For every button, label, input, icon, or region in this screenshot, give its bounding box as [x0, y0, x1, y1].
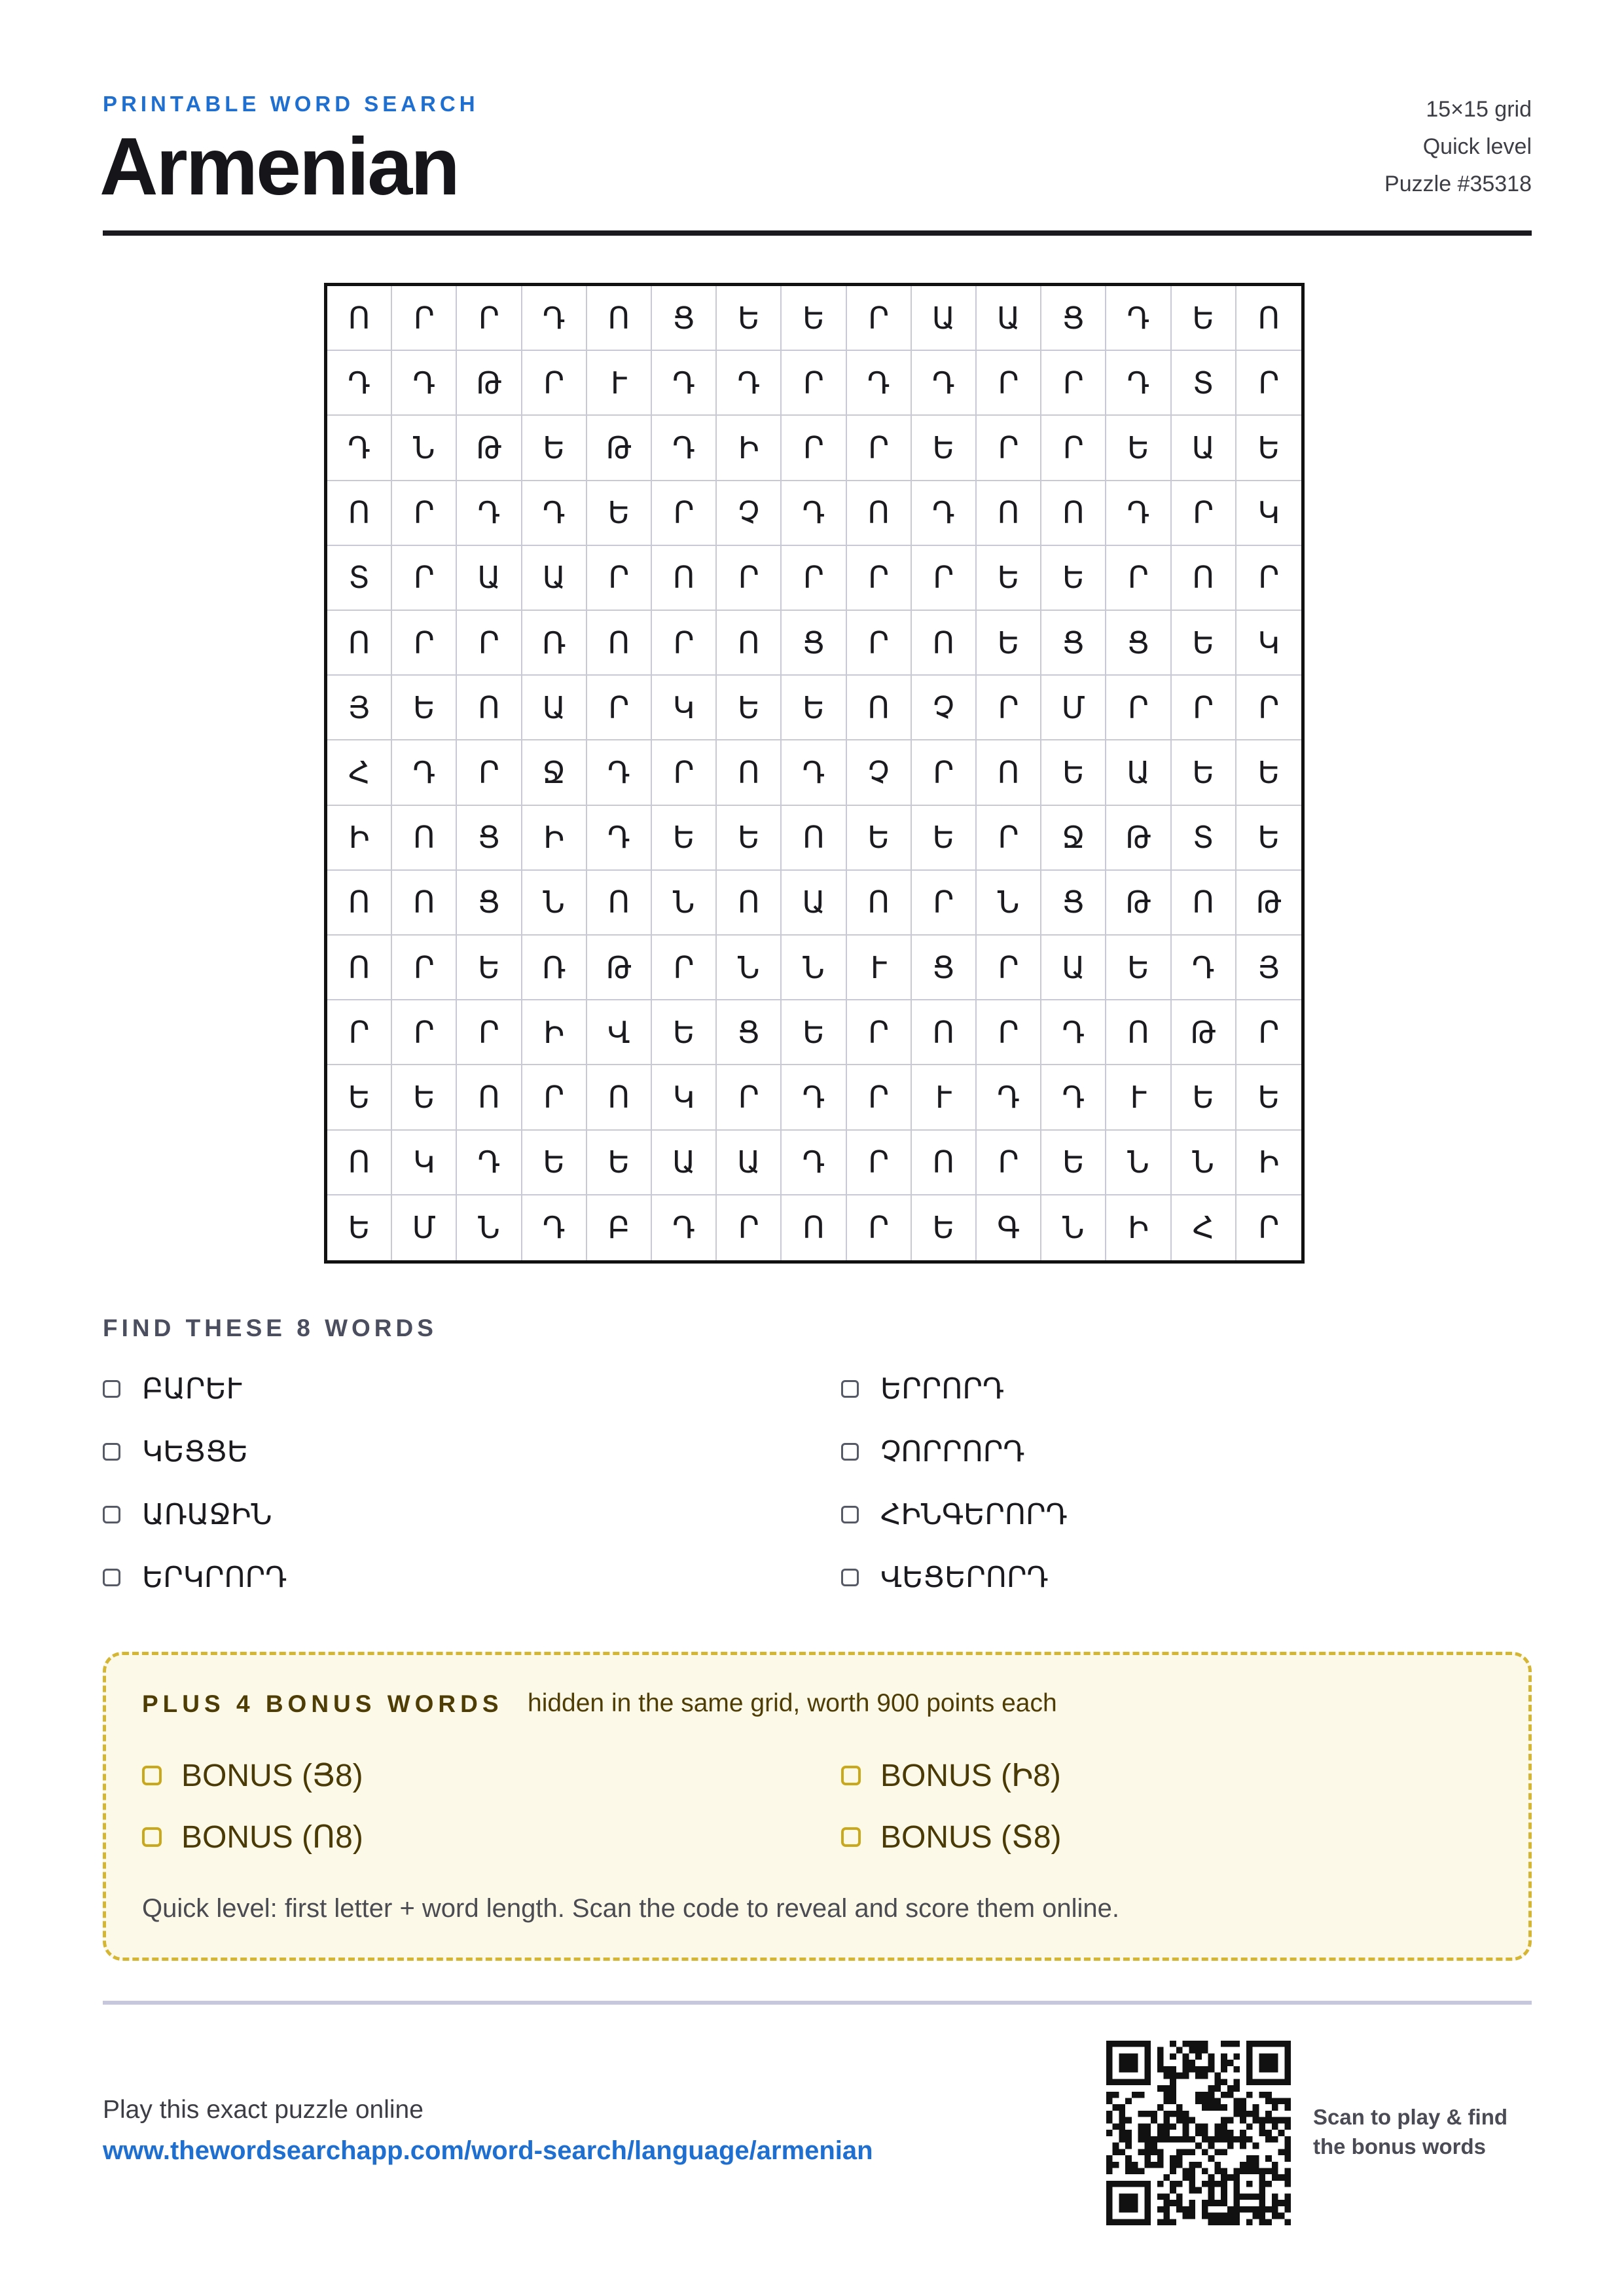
- checkbox[interactable]: [841, 1443, 859, 1461]
- grid-cell[interactable]: Ե: [327, 1195, 392, 1260]
- grid-cell[interactable]: Ո: [912, 1000, 977, 1065]
- grid-cell[interactable]: Ր: [847, 416, 912, 481]
- grid-cell[interactable]: Մ: [1041, 676, 1106, 740]
- word-item[interactable]: [103, 1498, 272, 1531]
- checkbox[interactable]: [841, 1827, 861, 1847]
- grid-cell[interactable]: Ջ: [522, 740, 587, 805]
- grid-cell[interactable]: Ց: [1041, 611, 1106, 676]
- grid-cell[interactable]: Ց: [652, 286, 717, 351]
- grid-cell[interactable]: Ե: [457, 936, 522, 1000]
- grid-cell[interactable]: Ր: [1106, 546, 1171, 611]
- words-heading: FIND THESE 8 WORDS: [103, 1315, 437, 1341]
- grid-cell[interactable]: Դ: [327, 416, 392, 481]
- grid-cell[interactable]: Ր: [652, 481, 717, 546]
- grid-cell[interactable]: Վ: [587, 1000, 652, 1065]
- grid-cell[interactable]: Թ: [1106, 871, 1171, 936]
- grid-cell[interactable]: Դ: [1041, 1000, 1106, 1065]
- checkbox[interactable]: [841, 1380, 859, 1398]
- grid-cell[interactable]: Ց: [1041, 871, 1106, 936]
- grid-cell[interactable]: Ն: [977, 871, 1041, 936]
- grid-cell[interactable]: Ր: [522, 351, 587, 416]
- grid-cell[interactable]: Դ: [1106, 351, 1171, 416]
- grid-cell[interactable]: Ո: [392, 871, 457, 936]
- grid-cell[interactable]: Ն: [717, 936, 782, 1000]
- grid-cell[interactable]: Տ: [327, 546, 392, 611]
- checkbox[interactable]: [103, 1506, 120, 1523]
- grid-cell[interactable]: Ա: [912, 286, 977, 351]
- grid-cell[interactable]: Ե: [1236, 1065, 1301, 1130]
- grid-cell[interactable]: Ո: [587, 286, 652, 351]
- grid-cell[interactable]: Ո: [717, 611, 782, 676]
- grid-cell[interactable]: Թ: [457, 416, 522, 481]
- grid-cell[interactable]: Ե: [1106, 936, 1171, 1000]
- qr-code-icon[interactable]: [1106, 2041, 1291, 2225]
- grid-cell[interactable]: Ա: [1106, 740, 1171, 805]
- grid-cell[interactable]: Ո: [847, 676, 912, 740]
- grid-cell[interactable]: Ո: [977, 740, 1041, 805]
- grid-cell[interactable]: Ե: [1041, 740, 1106, 805]
- grid-cell[interactable]: Ր: [717, 546, 782, 611]
- grid-cell[interactable]: Ե: [717, 676, 782, 740]
- grid-cell[interactable]: Ո: [652, 546, 717, 611]
- grid-cell[interactable]: Ե: [977, 611, 1041, 676]
- grid-cell[interactable]: Ո: [847, 481, 912, 546]
- grid-cell[interactable]: Ե: [912, 806, 977, 871]
- puzzle-link[interactable]: www.thewordsearchapp.com/word-search/language/armenian: [103, 2136, 873, 2165]
- bonus-item[interactable]: [841, 1757, 1061, 1794]
- bonus-heading: PLUS 4 BONUS WORDS: [142, 1690, 503, 1717]
- bonus-label: BONUS (Տ8): [880, 1820, 1062, 1855]
- grid-cell[interactable]: Ի: [327, 806, 392, 871]
- grid-cell[interactable]: Ո: [327, 871, 392, 936]
- checkbox[interactable]: [841, 1506, 859, 1523]
- grid-cell[interactable]: Ն: [782, 936, 846, 1000]
- page-title: Armenian: [99, 122, 458, 212]
- grid-cell[interactable]: Ր: [1106, 676, 1171, 740]
- grid-cell[interactable]: Չ: [847, 740, 912, 805]
- grid-cell[interactable]: Կ: [1236, 481, 1301, 546]
- grid-cell[interactable]: Ե: [1172, 1065, 1236, 1130]
- grid-cell[interactable]: Ց: [1106, 611, 1171, 676]
- grid-cell[interactable]: Դ: [392, 351, 457, 416]
- grid-cell[interactable]: Ո: [457, 1065, 522, 1130]
- word-label: ԱՌԱՋԻՆ: [142, 1498, 272, 1531]
- grid-cell[interactable]: Դ: [782, 1065, 846, 1130]
- grid-cell[interactable]: Ո: [327, 611, 392, 676]
- grid-cell[interactable]: Յ: [327, 676, 392, 740]
- grid-cell[interactable]: Ր: [652, 740, 717, 805]
- grid-cell[interactable]: Ւ: [847, 936, 912, 1000]
- grid-cell[interactable]: Դ: [522, 286, 587, 351]
- grid-cell[interactable]: Ե: [1041, 1131, 1106, 1195]
- grid-cell[interactable]: Հ: [1172, 1195, 1236, 1260]
- grid-cell[interactable]: Դ: [977, 1065, 1041, 1130]
- grid-cell[interactable]: Ր: [392, 286, 457, 351]
- grid-cell[interactable]: Կ: [652, 1065, 717, 1130]
- grid-cell[interactable]: Ւ: [1106, 1065, 1171, 1130]
- grid-cell[interactable]: Ց: [457, 871, 522, 936]
- grid-cell[interactable]: Ե: [1236, 806, 1301, 871]
- grid-cell[interactable]: Ր: [1236, 546, 1301, 611]
- grid-cell[interactable]: Ա: [522, 546, 587, 611]
- grid-cell[interactable]: Ե: [652, 1000, 717, 1065]
- grid-cell[interactable]: Ն: [522, 871, 587, 936]
- grid-cell[interactable]: Ո: [977, 481, 1041, 546]
- grid-cell[interactable]: Ր: [1236, 351, 1301, 416]
- grid-cell[interactable]: Տ: [1172, 806, 1236, 871]
- scan-caption-line2: the bonus words: [1313, 2134, 1486, 2159]
- grid-cell[interactable]: Ե: [782, 1000, 846, 1065]
- grid-cell[interactable]: Ո: [587, 871, 652, 936]
- grid-cell[interactable]: Ն: [1172, 1131, 1236, 1195]
- bonus-item[interactable]: [142, 1819, 363, 1855]
- grid-cell[interactable]: Ր: [457, 286, 522, 351]
- header-divider: [103, 230, 1532, 236]
- grid-cell[interactable]: Բ: [587, 1195, 652, 1260]
- grid-cell[interactable]: Ր: [1258, 1210, 1280, 1246]
- footer-divider: [103, 2001, 1532, 2005]
- grid-cell[interactable]: Դ: [1041, 1065, 1106, 1130]
- grid-cell[interactable]: Ր: [977, 1000, 1041, 1065]
- checkbox[interactable]: [103, 1569, 120, 1586]
- word-label: ԵՐՐՈՐԴ: [880, 1372, 1005, 1406]
- grid-cell[interactable]: Ն: [652, 871, 717, 936]
- word-label: ԵՐԿՐՈՐԴ: [142, 1561, 287, 1594]
- checkbox[interactable]: [841, 1569, 859, 1586]
- grid-cell[interactable]: Ե: [1172, 611, 1236, 676]
- word-item[interactable]: [103, 1561, 287, 1594]
- grid-cell[interactable]: Յ: [1236, 936, 1301, 1000]
- grid-cell[interactable]: Ր: [782, 351, 846, 416]
- grid-cell[interactable]: Թ: [587, 416, 652, 481]
- grid-cell[interactable]: Ա: [522, 676, 587, 740]
- grid-cell[interactable]: Ց: [717, 1000, 782, 1065]
- grid-cell[interactable]: Ո: [392, 806, 457, 871]
- grid-cell[interactable]: Ւ: [587, 351, 652, 416]
- grid-cell[interactable]: Դ: [457, 481, 522, 546]
- grid-cell[interactable]: Ր: [1236, 1000, 1301, 1065]
- grid-cell[interactable]: Դ: [1106, 286, 1171, 351]
- word-label: ԿԵՑՑԵ: [142, 1435, 249, 1468]
- grid-cell[interactable]: Դ: [782, 1131, 846, 1195]
- checkbox[interactable]: [103, 1380, 120, 1398]
- grid-cell[interactable]: Ո: [847, 871, 912, 936]
- grid-cell[interactable]: Ր: [847, 546, 912, 611]
- grid-cell[interactable]: Դ: [522, 481, 587, 546]
- grid-cell[interactable]: Ե: [1041, 546, 1106, 611]
- grid-cell[interactable]: Ր: [912, 871, 977, 936]
- grid-cell[interactable]: Ր: [587, 546, 652, 611]
- grid-cell[interactable]: Ե: [717, 806, 782, 871]
- grid-cell[interactable]: Ր: [392, 546, 457, 611]
- word-item[interactable]: [841, 1498, 1068, 1531]
- grid-cell[interactable]: Ց: [912, 936, 977, 1000]
- grid-cell[interactable]: Ր: [977, 1131, 1041, 1195]
- bonus-note: Quick level: first letter + word length. Scan the code to reveal and score them online.: [142, 1894, 1120, 1923]
- grid-cell[interactable]: Ե: [392, 676, 457, 740]
- grid-cell[interactable]: Ե: [782, 676, 846, 740]
- grid-cell[interactable]: Կ: [392, 1131, 457, 1195]
- grid-cell[interactable]: Կ: [1236, 611, 1301, 676]
- grid-cell[interactable]: Ց: [782, 611, 846, 676]
- grid-cell[interactable]: Ւ: [912, 1065, 977, 1130]
- bonus-item[interactable]: [142, 1757, 363, 1794]
- scan-caption-line1: Scan to play & find: [1313, 2105, 1508, 2129]
- word-label: ՉՈՐՐՈՐԴ: [880, 1435, 1025, 1468]
- grid-cell[interactable]: Ռ: [522, 936, 587, 1000]
- grid-size: 15×15 grid: [1426, 97, 1532, 122]
- grid-cell[interactable]: Գ: [977, 1195, 1041, 1260]
- grid-cell[interactable]: Ե: [327, 1065, 392, 1130]
- grid-cell[interactable]: Ր: [977, 676, 1041, 740]
- grid-cell[interactable]: Ե: [587, 481, 652, 546]
- grid-cell[interactable]: Ր: [327, 1000, 392, 1065]
- grid-cell[interactable]: Ր: [847, 611, 912, 676]
- grid-cell[interactable]: Դ: [912, 351, 977, 416]
- grid-cell[interactable]: Դ: [652, 1195, 717, 1260]
- grid-cell[interactable]: Ո: [457, 676, 522, 740]
- puzzle-number: Puzzle #35318: [1384, 172, 1532, 196]
- checkbox[interactable]: [142, 1827, 162, 1847]
- grid-cell[interactable]: Ա: [717, 1131, 782, 1195]
- eyebrow-label: PRINTABLE WORD SEARCH: [103, 92, 479, 116]
- grid-cell[interactable]: Ե: [392, 1065, 457, 1130]
- grid-cell[interactable]: Ե: [912, 1195, 977, 1260]
- word-label: ՀԻՆԳԵՐՈՐԴ: [880, 1498, 1068, 1531]
- grid-cell[interactable]: Մ: [392, 1195, 457, 1260]
- grid-cell[interactable]: Ր: [847, 1065, 912, 1130]
- grid-cell[interactable]: Ո: [912, 611, 977, 676]
- grid-cell[interactable]: Դ: [327, 351, 392, 416]
- grid-cell[interactable]: Ո: [1172, 871, 1236, 936]
- grid-cell[interactable]: Ր: [782, 416, 846, 481]
- grid-cell[interactable]: Ր: [522, 1065, 587, 1130]
- grid-cell[interactable]: Ո: [782, 1195, 846, 1260]
- grid-cell[interactable]: Դ: [782, 740, 846, 805]
- grid-cell[interactable]: Ո: [717, 740, 782, 805]
- grid-cell[interactable]: Դ: [652, 416, 717, 481]
- grid-cell[interactable]: Ր: [1172, 481, 1236, 546]
- grid-cell[interactable]: Ր: [652, 936, 717, 1000]
- grid-cell[interactable]: Ր: [717, 1065, 782, 1130]
- grid-cell[interactable]: Թ: [1172, 1000, 1236, 1065]
- level-label: Quick level: [1422, 134, 1532, 159]
- grid-cell[interactable]: Ե: [522, 1131, 587, 1195]
- grid-cell[interactable]: Ո: [1041, 481, 1106, 546]
- grid-cell[interactable]: Ի: [717, 416, 782, 481]
- bonus-label: BONUS (Ի8): [880, 1758, 1061, 1793]
- grid-cell[interactable]: Ե: [782, 286, 846, 351]
- grid-cell[interactable]: Ո: [327, 481, 392, 546]
- grid-cell[interactable]: Ա: [977, 286, 1041, 351]
- grid-cell[interactable]: Ռ: [522, 611, 587, 676]
- grid-cell[interactable]: Թ: [587, 936, 652, 1000]
- grid-cell[interactable]: Ե: [1236, 416, 1301, 481]
- grid-cell[interactable]: Ր: [847, 1131, 912, 1195]
- grid-cell[interactable]: Ե: [1172, 740, 1236, 805]
- grid-cell[interactable]: Ի: [1236, 1131, 1301, 1195]
- grid-cell[interactable]: Ո: [587, 1065, 652, 1130]
- grid-cell[interactable]: Ր: [977, 416, 1041, 481]
- grid-cell[interactable]: Ց: [1041, 286, 1106, 351]
- grid-cell[interactable]: Դ: [912, 481, 977, 546]
- word-item[interactable]: [841, 1372, 1004, 1406]
- grid-cell[interactable]: Ե: [587, 1131, 652, 1195]
- grid-cell[interactable]: Ի: [522, 1000, 587, 1065]
- bonus-subtitle: hidden in the same grid, worth 900 points each: [528, 1689, 1057, 1717]
- grid-cell[interactable]: Թ: [457, 351, 522, 416]
- grid-cell[interactable]: Ր: [847, 1195, 912, 1260]
- grid-cell[interactable]: Ր: [392, 1000, 457, 1065]
- grid-cell[interactable]: Ց: [457, 806, 522, 871]
- grid-cell[interactable]: Թ: [1106, 806, 1171, 871]
- grid-cell[interactable]: Ո: [1236, 286, 1301, 351]
- bonus-label: BONUS (Յ8): [181, 1758, 363, 1793]
- grid-cell[interactable]: Ո: [717, 871, 782, 936]
- grid-cell[interactable]: Ն: [457, 1195, 522, 1260]
- grid-cell[interactable]: Ր: [782, 546, 846, 611]
- grid-cell[interactable]: Ր: [392, 936, 457, 1000]
- grid-cell[interactable]: Ր: [847, 1000, 912, 1065]
- grid-cell[interactable]: Դ: [587, 806, 652, 871]
- bonus-label: BONUS (Ո8): [181, 1820, 363, 1855]
- bonus-item[interactable]: [841, 1819, 1062, 1855]
- word-label: ՎԵՑԵՐՈՐԴ: [880, 1561, 1049, 1594]
- grid-cell[interactable]: Դ: [392, 740, 457, 805]
- grid-cell[interactable]: Դ: [522, 1195, 587, 1260]
- grid-cell[interactable]: Դ: [587, 740, 652, 805]
- grid-cell[interactable]: Դ: [847, 351, 912, 416]
- grid-cell[interactable]: Ր: [392, 481, 457, 546]
- grid-cell[interactable]: Ի: [522, 806, 587, 871]
- grid-cell[interactable]: Ր: [717, 1195, 782, 1260]
- grid-cell[interactable]: Ե: [522, 416, 587, 481]
- grid-cell[interactable]: Ր: [977, 936, 1041, 1000]
- grid-cell[interactable]: Ր: [1236, 676, 1301, 740]
- word-label: ԲԱՐԵՒ: [142, 1372, 242, 1406]
- checkbox[interactable]: [841, 1766, 861, 1785]
- grid-cell[interactable]: Ե: [1106, 416, 1171, 481]
- grid-cell[interactable]: Ր: [1172, 676, 1236, 740]
- grid-cell[interactable]: Ե: [1172, 286, 1236, 351]
- grid-cell[interactable]: Ե: [717, 286, 782, 351]
- grid-cell[interactable]: Կ: [652, 676, 717, 740]
- word-item[interactable]: [103, 1372, 242, 1406]
- grid-cell[interactable]: Ե: [847, 806, 912, 871]
- grid-cell[interactable]: Ր: [457, 1000, 522, 1065]
- grid-cell[interactable]: Ո: [327, 1131, 392, 1195]
- play-online-text: Play this exact puzzle online: [103, 2096, 424, 2124]
- grid-cell[interactable]: Ր: [977, 351, 1041, 416]
- grid-cell[interactable]: Չ: [912, 676, 977, 740]
- grid-cell[interactable]: Ո: [327, 936, 392, 1000]
- grid-cell[interactable]: Ր: [652, 611, 717, 676]
- grid-cell[interactable]: Ա: [782, 871, 846, 936]
- grid-cell[interactable]: Ր: [847, 286, 912, 351]
- grid-cell[interactable]: Ր: [912, 740, 977, 805]
- grid-cell[interactable]: Ն: [1041, 1195, 1106, 1260]
- grid-cell[interactable]: Ե: [912, 416, 977, 481]
- checkbox[interactable]: [103, 1443, 120, 1461]
- word-item[interactable]: [841, 1435, 1025, 1468]
- grid-cell[interactable]: Ր: [912, 546, 977, 611]
- grid-cell[interactable]: Ո: [327, 286, 392, 351]
- word-item[interactable]: [841, 1561, 1049, 1594]
- grid-cell[interactable]: Ա: [457, 546, 522, 611]
- grid-cell[interactable]: Դ: [1172, 936, 1236, 1000]
- grid-cell[interactable]: Չ: [717, 481, 782, 546]
- letter-grid: [324, 283, 1305, 1264]
- grid-cell[interactable]: Հ: [327, 740, 392, 805]
- grid-cell[interactable]: Ր: [392, 611, 457, 676]
- grid-cell[interactable]: Ջ: [1041, 806, 1106, 871]
- grid-cell[interactable]: Թ: [1236, 871, 1301, 936]
- grid-cell[interactable]: Ր: [1041, 351, 1106, 416]
- grid-cell[interactable]: Ե: [977, 546, 1041, 611]
- checkbox[interactable]: [142, 1766, 162, 1785]
- grid-cell[interactable]: Ո: [912, 1131, 977, 1195]
- grid-cell[interactable]: Ո: [782, 806, 846, 871]
- grid-cell[interactable]: Դ: [457, 1131, 522, 1195]
- grid-cell[interactable]: Տ: [1172, 351, 1236, 416]
- grid-cell[interactable]: Դ: [782, 481, 846, 546]
- grid-cell[interactable]: Դ: [717, 351, 782, 416]
- grid-cell[interactable]: Ր: [587, 676, 652, 740]
- grid-cell[interactable]: Ր: [977, 806, 1041, 871]
- grid-cell[interactable]: Ա: [1041, 936, 1106, 1000]
- grid-cell[interactable]: Ո: [587, 611, 652, 676]
- grid-cell[interactable]: Ն: [392, 416, 457, 481]
- grid-cell[interactable]: Ա: [652, 1131, 717, 1195]
- grid-cell[interactable]: Ո: [1106, 1000, 1171, 1065]
- grid-cell[interactable]: Ե: [652, 806, 717, 871]
- word-item[interactable]: [103, 1435, 248, 1468]
- grid-cell[interactable]: Ի: [1106, 1195, 1171, 1260]
- grid-cell[interactable]: Ա: [1172, 416, 1236, 481]
- grid-cell[interactable]: Ր: [457, 740, 522, 805]
- grid-cell[interactable]: Ն: [1106, 1131, 1171, 1195]
- grid-cell[interactable]: Դ: [1106, 481, 1171, 546]
- grid-cell[interactable]: Ր: [1041, 416, 1106, 481]
- grid-cell[interactable]: Ե: [1236, 740, 1301, 805]
- grid-cell[interactable]: Ո: [1172, 546, 1236, 611]
- grid-cell[interactable]: Ր: [457, 611, 522, 676]
- grid-cell[interactable]: Դ: [652, 351, 717, 416]
